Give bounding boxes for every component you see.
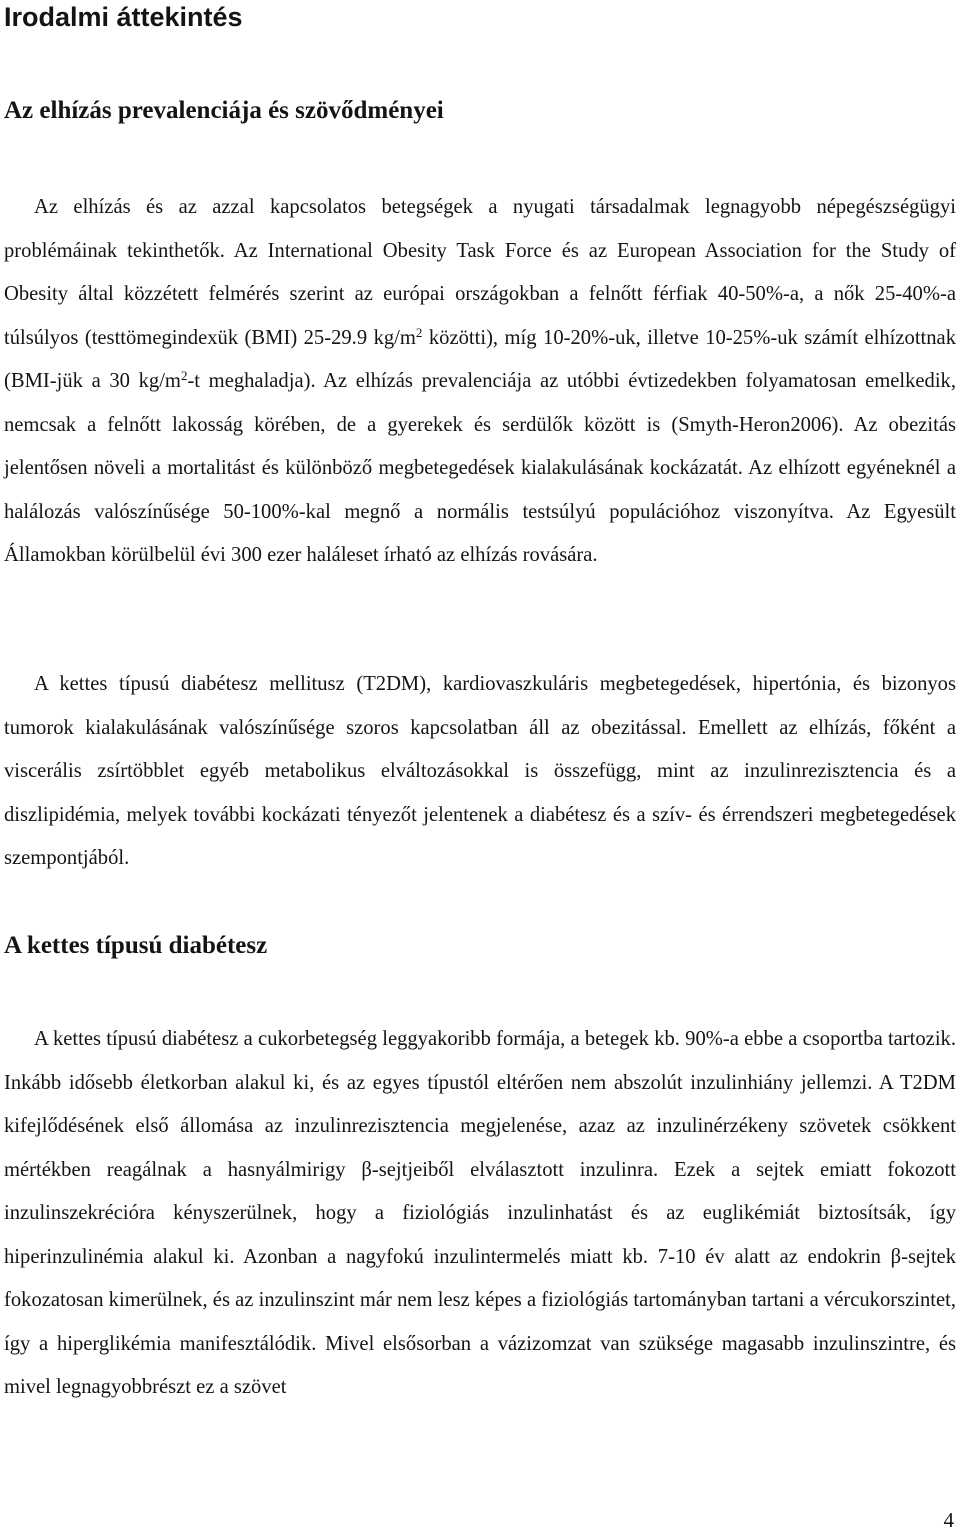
paragraph-text: közötti), míg 10-20%-uk, illetve 10-25%-uk számít elhízottnak (BMI-jük a 30 kg/m xyxy=(4,326,956,392)
superscript: 2 xyxy=(415,324,423,340)
paragraph-complications: A kettes típusú diabétesz mellitusz (T2DM), kardiovaszkuláris megbetegedések, hipertónia, és bizonyos tumorok kialakulásának valószínűsége szoros kapcsolatban áll az obezitással. Emellett az elhízás, főként a viscerális zsírtöbblet egyéb metabolikus elváltozásokkal is összefügg, mint az inzulinrezisztencia és a diszlipidémia, melyek további kockázati tényezőt jelentenek a diabétesz és a szív- és érrendszeri megbetegedések szempontjából. xyxy=(4,673,956,869)
page-number: 4 xyxy=(943,1508,954,1532)
section-title-type2-diabetes: A kettes típusú diabétesz xyxy=(4,932,268,959)
chapter-heading: Irodalmi áttekintés xyxy=(4,2,243,32)
superscript: 2 xyxy=(180,367,188,383)
paragraph-text: -t meghaladja). Az elhízás prevalenciája az utóbbi évtizedekben folyamatosan emelkedik, nemcsak a felnőtt lakosság körében, de a gyerekek és serdülők között is (Smyth-Heron2006). Az obezitás jelentősen növeli a mortalitást és különböző megbetegedések kialakulásának kockázatát. Az elhízott egyéneknél a halálozás valószínűsége 50-100%-kal megnő a normális testsúlyú populációhoz viszonyítva. Az Egyesült Államokban körülbelül évi 300 ezer haláleset írható az elhízás rovására. xyxy=(4,370,956,566)
paragraph-text: Az elhízás és az azzal kapcsolatos betegségek a nyugati társadalmak legnagyobb népegészségügyi problémáinak tekinthetők. Az International Obesity Task Force és az European Association for the Study of Obesity által közzétett felmérés szerint az európai országokban a felnőtt férfiak 40-50%-a, a nők 25-40%-a túlsúlyos (testtömegindexük (BMI) 25-29.9 kg/m xyxy=(4,196,956,349)
paragraph-prevalence xyxy=(4,186,956,578)
section-title-prevalence: Az elhízás prevalenciája és szövődményei xyxy=(4,97,444,124)
paragraph-type2-diabetes: A kettes típusú diabétesz a cukorbetegség leggyakoribb formája, a betegek kb. 90%-a ebbe a csoportba tartozik. Inkább idősebb életkorban alakul ki, és az egyes típustól eltérően nem abszolút inzulinhiány jellemzi. A T2DM kifejlődésének első állomása az inzulinrezisztencia megjelenése, azaz az inzulinérzékeny szövetek csökkent mértékben reagálnak a hasnyálmirigy β-sejtjeiből elválasztott inzulinra. Ezek a sejtek emiatt fokozott inzulinszekrécióra kényszerülnek, hogy a fiziológiás inzulinhatást és az euglikémiát biztosítsák, így hiperinzulinémia alakul ki. Azonban a nagyfokú inzulintermelés miatt kb. 7-10 év alatt az endokrin β-sejtek fokozatosan kimerülnek, és az inzulinszint már nem lesz képes a fiziológiás tartományban tartani a vércukorszintet, így a hiperglikémia manifesztálódik. Mivel elsősorban a vázizomzat van szüksége magasabb inzulinszintre, és mivel legnagyobbrészt ez a szövet xyxy=(4,1028,956,1398)
